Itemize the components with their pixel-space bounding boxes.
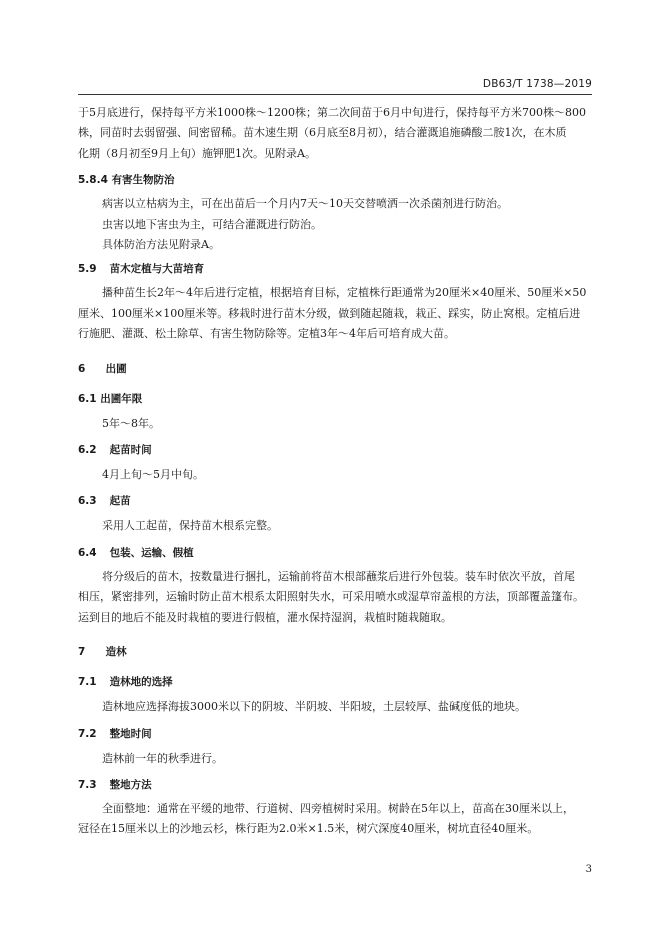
heading-7-3 [78,775,604,795]
body-line: 化期（8月初至9月上旬）施钾肥1次。见附录A。 [78,146,316,160]
heading-title: 造林 [105,646,127,659]
heading-title: 有害生物防治 [111,174,175,187]
header-rule [78,94,592,95]
heading-6-1 [78,389,604,409]
heading-5-9 [78,259,604,279]
heading-title: 苗木定植与大苗培育 [109,263,205,276]
heading-title: 出圃 [105,362,127,375]
heading-6-2 [78,440,604,460]
heading-title: 造林地的选择 [109,676,173,689]
body-line: 全面整地：通常在平缓的地带、行道树、四旁植树时采用。树龄在5年以上，苗高在30厘米以上， [102,801,574,815]
page-content [78,103,604,840]
heading-number: 7.3 [78,778,97,791]
body-line: 虫害以地下害虫为主，可结合灌溉进行防治。 [102,217,322,231]
heading-number: 7.1 [78,676,97,689]
page-number: 3 [585,864,592,875]
heading-number: 6.2 [78,444,97,457]
body-line: 运到目的地后不能及时栽植的要进行假植，灌水保持湿润，栽植时随栽随取。 [78,610,452,624]
body-line: 具体防治方法见附录A。 [102,238,220,252]
body-line: 5年～8年。 [102,416,160,430]
heading-number: 7 [78,646,86,659]
body-line: 相压，紧密排列，运输时防止苗木根系太阳照射失水，可采用喷水或湿草帘盖根的方法，顶部覆盖篷布。 [78,590,584,604]
body-line: 厘米、100厘米×100厘米等。移栽时进行苗木分级，做到随起随栽，栽正、踩实，防止窝根。定植后进 [78,306,581,320]
heading-7-1 [78,672,604,692]
heading-title: 出圃年限 [100,392,143,405]
document-id-header: DB63/T 1738—2019 [482,78,592,90]
heading-title: 整地时间 [109,727,152,740]
heading-6 [78,359,604,379]
body-line: 造林前一年的秋季进行。 [102,751,223,765]
heading-7 [78,642,604,662]
heading-7-2 [78,724,604,744]
body-line: 冠径在15厘米以上的沙地云杉，株行距为2.0米×1.5米，树穴深度40厘米，树坑直径40厘米。 [78,822,539,836]
heading-number: 5.8.4 [78,174,108,187]
heading-number: 6 [78,362,86,375]
body-line: 造林地应选择海拔3000米以下的阴坡、半阴坡、半阳坡，土层较厚、盐碱度低的地块。 [102,700,526,714]
heading-title: 起苗 [109,495,131,508]
heading-5-8-4 [78,170,604,190]
heading-number: 6.1 [78,392,97,405]
heading-number: 6.4 [78,546,97,559]
heading-number: 6.3 [78,495,97,508]
body-line: 行施肥、灌溉、松土除草、有害生物防除等。定植3年～4年后可培育成大苗。 [78,327,455,341]
body-line: 采用人工起苗，保持苗木根系完整。 [102,519,278,533]
body-line: 病害以立枯病为主，可在出苗后一个月内7天～10天交替喷洒一次杀菌剂进行防治。 [102,197,508,211]
heading-title: 整地方法 [109,778,152,791]
heading-number: 7.2 [78,727,97,740]
heading-6-4 [78,543,604,563]
heading-title: 包装、运输、假植 [109,546,194,559]
heading-title: 起苗时间 [109,444,152,457]
body-line: 于5月底进行，保持每平方米1000株～1200株；第二次间苗于6月中旬进行，保持每平方米700株～800 [78,106,586,119]
body-line: 播种苗生长2年～4年后进行定植，根据培育目标，定植株行距通常为20厘米×40厘米、50厘米×50 [102,286,587,300]
body-line: 4月上旬～5月中旬。 [102,468,204,482]
heading-6-3 [78,491,604,511]
body-line: 株，同苗时去弱留强、间密留稀。苗木速生期（6月底至8月初），结合灌溉追施磷酸二胺1次，在木质 [78,126,567,140]
heading-number: 5.9 [78,263,97,276]
body-line: 将分级后的苗木，按数量进行捆扎，运输前将苗木根部蘸浆后进行外包装。装车时依次平放，首尾 [102,569,575,583]
